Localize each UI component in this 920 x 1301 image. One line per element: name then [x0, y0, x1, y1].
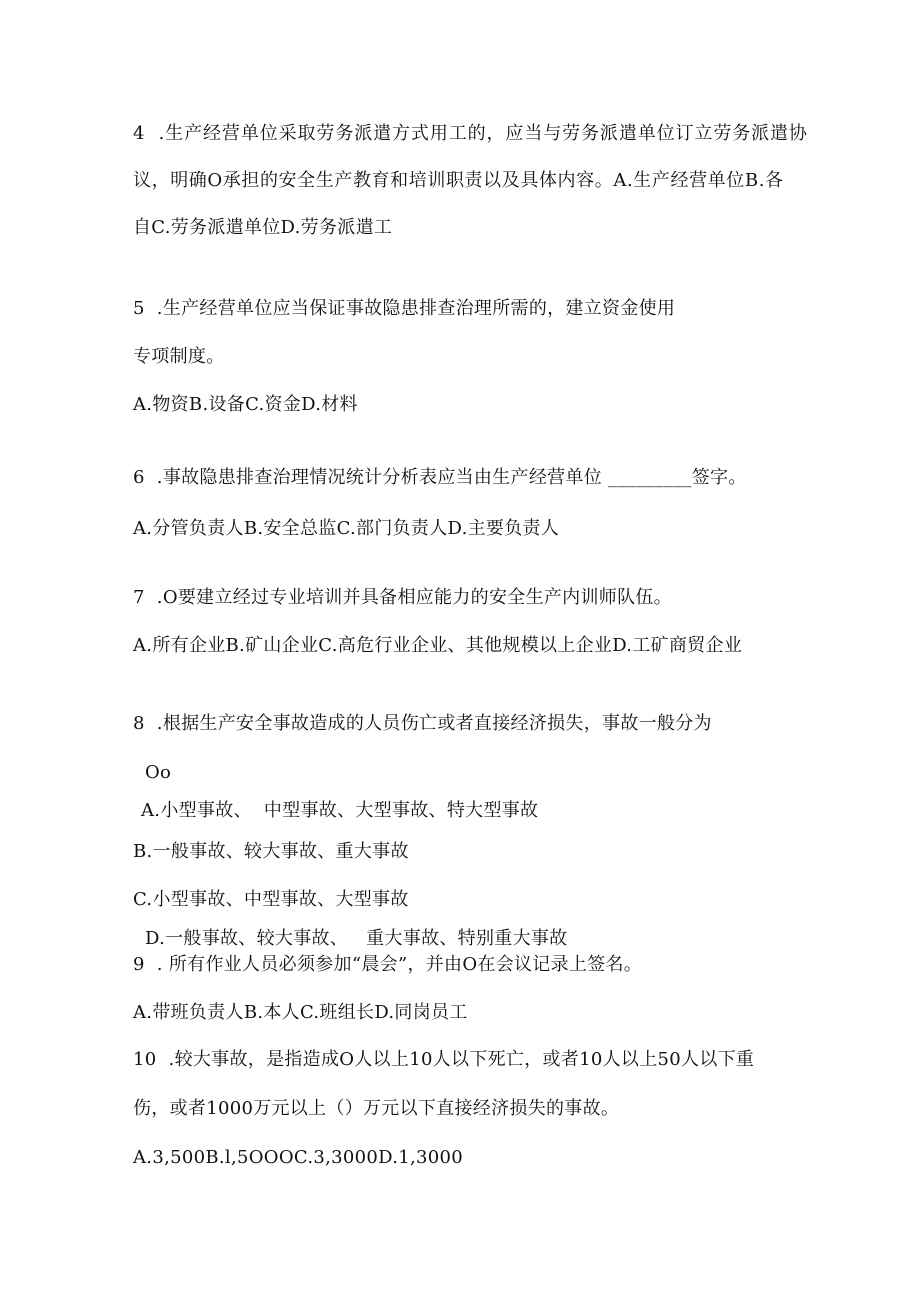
question-text-line: 专项制度。: [133, 346, 225, 367]
answer-options: A.3,500B.l,5OOOC.3,3000D.1,3000: [133, 1147, 464, 1168]
question-text-line: 6 .事故隐患排查治理情况统计分析表应当由生产经营单位 _________签字。: [133, 467, 747, 488]
answer-options: A.带班负责人B.本人C.班组长D.同岗员工: [133, 1002, 468, 1023]
answer-options: A.物资B.设备C.资金D.材料: [133, 394, 358, 415]
question-text-line: 5 .生产经营单位应当保证事故隐患排查治理所需的，建立资金使用: [133, 298, 676, 319]
answer-option-b: B.一般事故、较大事故、重大事故: [133, 841, 409, 862]
question-text-line: 4 .生产经营单位采取劳务派遣方式用工的，应当与劳务派遣单位订立劳务派遣协: [133, 123, 808, 144]
question-text-line: Oo: [145, 762, 172, 783]
answer-option-a: A.小型事故、 中型事故、大型事故、特大型事故: [141, 800, 539, 821]
question-text-line: 7 .O要建立经过专业培训并具备相应能力的安全生产内训师队伍。: [133, 587, 672, 608]
question-text-line: 8 .根据生产安全事故造成的人员伤亡或者直接经济损失，事故一般分为: [133, 713, 712, 734]
answer-option-c: C.小型事故、中型事故、大型事故: [133, 889, 409, 910]
question-text-line: 9 . 所有作业人员必须参加“晨会”，并由O在会议记录上签名。: [133, 954, 643, 975]
question-text-line: 议，明确O承担的安全生产教育和培训职责以及具体内容。A.生产经营单位B.各: [133, 170, 784, 191]
question-text-line: 10 .较大事故，是指造成O人以上10人以下死亡，或者10人以上50人以下重: [133, 1049, 755, 1070]
question-text-line: 自C.劳务派遣单位D.劳务派遣工: [133, 217, 393, 238]
answer-options: A.所有企业B.矿山企业C.高危行业企业、其他规模以上企业D.工矿商贸企业: [133, 635, 743, 656]
question-text-line: 伤，或者1000万元以上（）万元以下直接经济损失的事故。: [133, 1098, 620, 1119]
answer-option-d: D.一般事故、较大事故、 重大事故、特别重大事故: [145, 928, 568, 949]
answer-options: A.分管负责人B.安全总监C.部门负责人D.主要负责人: [133, 518, 560, 539]
